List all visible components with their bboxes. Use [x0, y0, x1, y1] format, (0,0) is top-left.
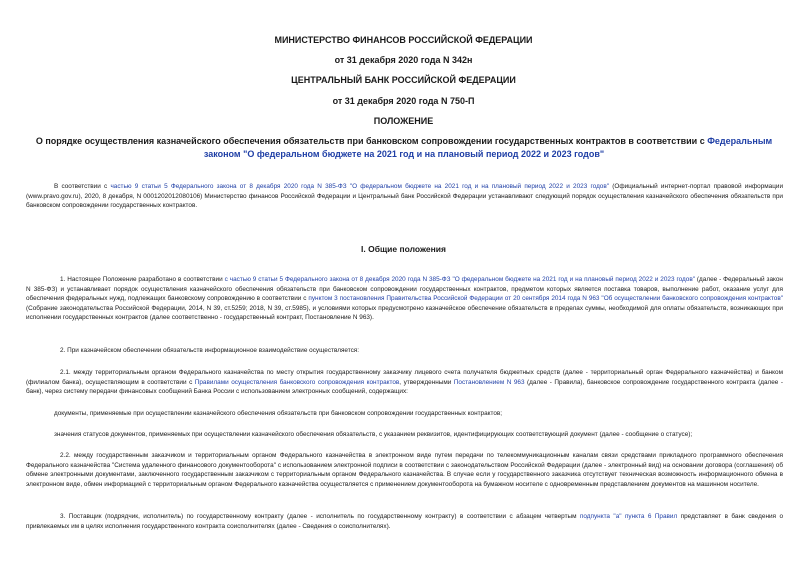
- bank-order-date: от 31 декабря 2020 года N 750-П: [332, 96, 475, 106]
- preamble-paragraph: [26, 182, 783, 211]
- paragraph-1-text-3: (Собрание законодательства Российской Федерации, 2014, N 39, ст.5259; 2018, N 39, ст.5985), и условиями которых предусмотрено казначейское обеспечение обязательств в пределах суммы, необходимой для оплаты обязательств, возникающих при исполнении государственных контрактов (далее соответственно - государственный контракт, Постановление N 963).: [26, 304, 783, 322]
- banking-support-rules-link[interactable]: Правилами осуществления банковского сопровождения контрактов: [194, 378, 400, 386]
- paragraph-1: [26, 275, 783, 323]
- preamble-text-2: (Официальный интернет-портал правовой информации (www.pravo.gov.ru), 2020, 8 декабря, N 0001202012080106) Министерство финансов Российской Федерации и Центральный банк Российской Федерации устанавливают следующий порядок осуществления казначейского обеспечения обязательств при банковском сопровождении государственных контрактов.: [26, 183, 784, 210]
- paragraph-2-1: [26, 368, 783, 397]
- document-type: ПОЛОЖЕНИЕ: [373, 116, 434, 126]
- document-title-text: О порядке осуществления казначейского обеспечения обязательств при банковском сопровождении государственных контрактов в соответствии с: [35, 136, 708, 146]
- paragraph-documents: [26, 409, 783, 419]
- paragraph-status: [26, 430, 783, 440]
- rules-subparagraph-link[interactable]: подпункта "а" пункта 6 Правил: [579, 513, 678, 520]
- section-heading-general: I. Общие положения: [361, 244, 446, 254]
- ministry-order-date: от 31 декабря 2020 года N 342н: [334, 55, 473, 65]
- federal-law-title-link[interactable]: Федеральным законом "О федеральном бюджете на 2021 год и на плановый период 2022 и 2023 годов": [203, 136, 773, 159]
- paragraph-2-text: 2. При казначейском обеспечении обязательств информационное взаимодействие осуществляется:: [60, 347, 360, 354]
- paragraph-3-text-1: 3. Поставщик (подрядчик, исполнитель) по государственному контракту (далее - исполнитель по государственному контракту) в соответствии с абзацем четвертым: [60, 513, 580, 520]
- bank-name: ЦЕНТРАЛЬНЫЙ БАНК РОССИЙСКОЙ ФЕДЕРАЦИИ: [291, 75, 516, 85]
- paragraph-1-text-1: 1. Настоящее Положение разработано в соответствии: [60, 276, 225, 283]
- paragraph-1-text-2: (далее - Федеральный закон N 385-ФЗ) и устанавливает порядок осуществления казначейского обеспечения обязательств при банковском сопровождении государственных контрактов, предметом которых является поставка товаров, выполнение работ, оказание услуг для обеспечения федеральных нужд, подлежащих банковскому сопровождению в соответствии с: [26, 276, 783, 303]
- document-title: [24, 135, 784, 161]
- paragraph-3: [26, 512, 783, 531]
- paragraph-2-2-text: 2.2. между государственным заказчиком и территориальным органом Федерального казначейства в электронном виде путем передачи по телекоммуникационным каналам связи средствами прикладного программного обеспечения Федерального казначейства "Система удаленного финансового документооборота" с использованием электронной подписи в соответствии с законодательством Российской Федерации (далее - электронный вид) на основании договора (соглашения) об обмене электронными документами, заключенного государственным заказчиком с территориальным органом Федерального казначейства. В случае если у государственного заказчика отсутствует техническая возможность информационного обмена в электронном виде, обмен информацией с территориальным органом Федерального казначейства осуществляется с применением документооборота на бумажном носителе с одновременным представлением документов на машинном носителе.: [26, 452, 783, 488]
- paragraph-2: [26, 346, 783, 356]
- resolution-963-link[interactable]: пунктом 3 постановления Правительства Российской Федерации от 20 сентября 2014 года N 963 "Об осуществлении банковского сопровождения контрактов": [308, 295, 783, 303]
- law-385-fz-link[interactable]: частью 9 статьи 5 Федерального закона от 8 декабря 2020 года N 385-ФЗ "О федеральном бюджете на 2021 год и на плановый период 2022 и 2023 годов": [110, 183, 610, 190]
- paragraph-status-text: значения статусов документов, применяемых при осуществлении казначейского обеспечения обязательств, с указанием реквизитов, идентифицирующих соответствующий документ (далее - сообщение о статусе);: [54, 431, 693, 438]
- resolution-963-short-link[interactable]: Постановлением N 963: [453, 378, 525, 386]
- paragraph-2-1-text-2: , утвержденными: [399, 378, 454, 386]
- paragraph-2-2: [26, 451, 783, 489]
- preamble-text-1: В соответствии с: [54, 183, 111, 190]
- paragraph-documents-text: документы, применяемые при осуществлении казначейского обеспечения обязательств при банковском сопровождении государственных контрактов;: [54, 410, 503, 417]
- paragraph-2-1-text-3: (далее - Правила), банковское сопровождение государственного контракта (далее - банк), через систему передачи финансовых сообщений Банка России с использованием электронных сообщений, содержащих:: [26, 378, 783, 396]
- ministry-name: МИНИСТЕРСТВО ФИНАНСОВ РОССИЙСКОЙ ФЕДЕРАЦИИ: [274, 35, 533, 45]
- paragraph-2-1-text-1: 2.1. между территориальным органом Федерального казначейства по месту открытия государственному заказчику лицевого счета получателя бюджетных средств (далее - территориальный орган Федерального казначейства) и банком (филиалом банка), осуществляющим в соответствии с: [26, 369, 783, 386]
- paragraph-3-text-2: представляет в банк сведения о привлекаемых им в целях исполнения государственного контракта соисполнителях (далее - Сведения о соисполнителях).: [26, 513, 783, 530]
- law-385-fz-article-link[interactable]: с частью 9 статьи 5 Федерального закона от 8 декабря 2020 года N 385-ФЗ "О федеральном бюджете на 2021 год и на плановый период 2022 и 2023 годов": [224, 276, 695, 283]
